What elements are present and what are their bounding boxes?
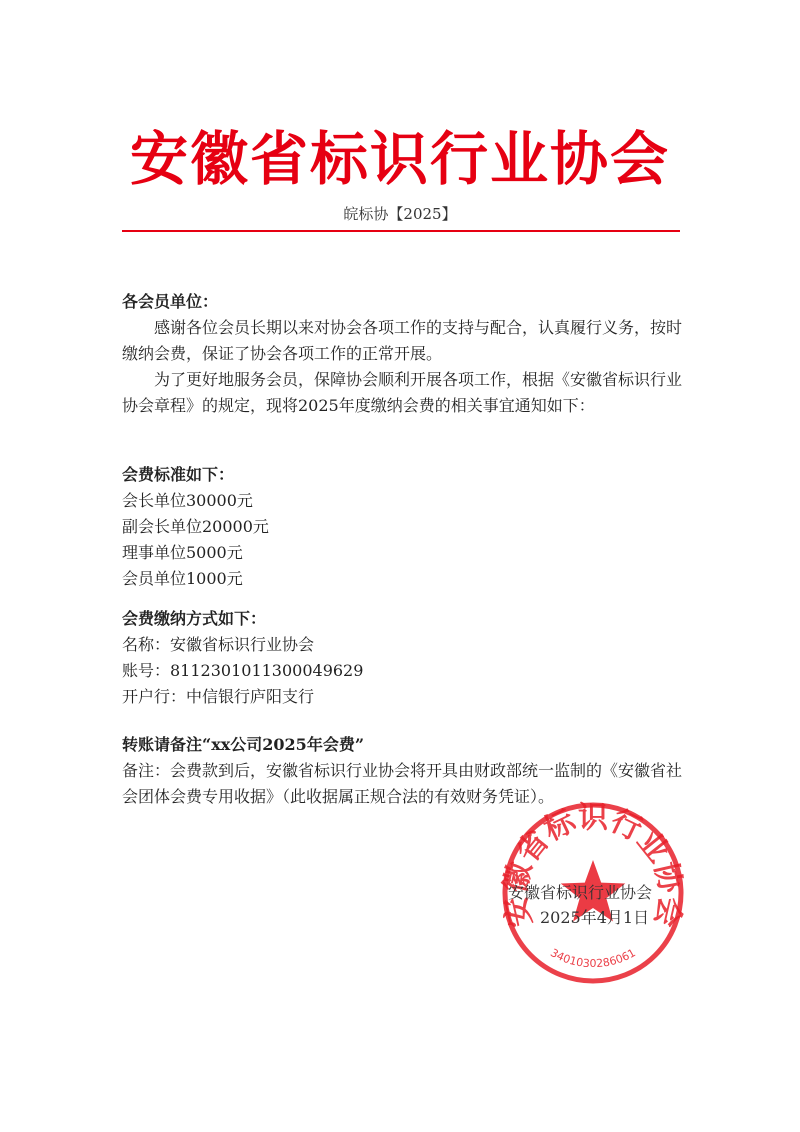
seal-code: 3401030286061: [548, 946, 638, 971]
seal-arc-text: 安徽省标识行业协会: [498, 800, 688, 931]
payment-section: [122, 606, 682, 710]
fee-item: 理事单位5000元: [122, 543, 243, 562]
salutation: 各会员单位：: [122, 292, 219, 311]
header-title: 安徽省标识行业协会: [129, 125, 670, 193]
red-divider: [122, 230, 680, 232]
remark-text: 备注：会费款到后，安徽省标识行业协会将开具由财政部统一监制的《安徽省社会团体会费专用收据》（此收据属正规合法的有效财务凭证）。: [122, 761, 683, 806]
paragraph-thanks: 感谢各位会员长期以来对协会各项工作的支持与配合，认真履行义务，按时缴纳会费，保证了协会各项工作的正常开展。: [122, 318, 683, 363]
transfer-note: 转账请备注“xx公司2025年会费”: [122, 735, 365, 754]
paragraph-notice: 为了更好地服务会员，保障协会顺利开展各项工作，根据《安徽省标识行业协会章程》的规定，现将2025年度缴纳会费的相关事宜通知如下：: [122, 370, 683, 415]
fee-item: 副会长单位20000元: [122, 517, 269, 536]
fee-item: 会员单位1000元: [122, 569, 243, 588]
payment-item: 账号：8112301011300049629: [122, 661, 364, 680]
payment-item: 名称：安徽省标识行业协会: [122, 635, 315, 654]
payment-heading: 会费缴纳方式如下：: [122, 609, 267, 628]
fee-heading: 会费标准如下：: [122, 465, 235, 484]
signature-org: 安徽省标识行业协会: [508, 883, 653, 902]
fee-item: 会长单位30000元: [122, 491, 253, 510]
payment-item: 开户行：中信银行庐阳支行: [122, 687, 315, 706]
fee-section: [122, 462, 682, 592]
signature-date: 2025年4月1日: [540, 908, 650, 927]
document-number: 皖标协【2025】: [343, 205, 457, 223]
intro-section: [122, 289, 682, 419]
